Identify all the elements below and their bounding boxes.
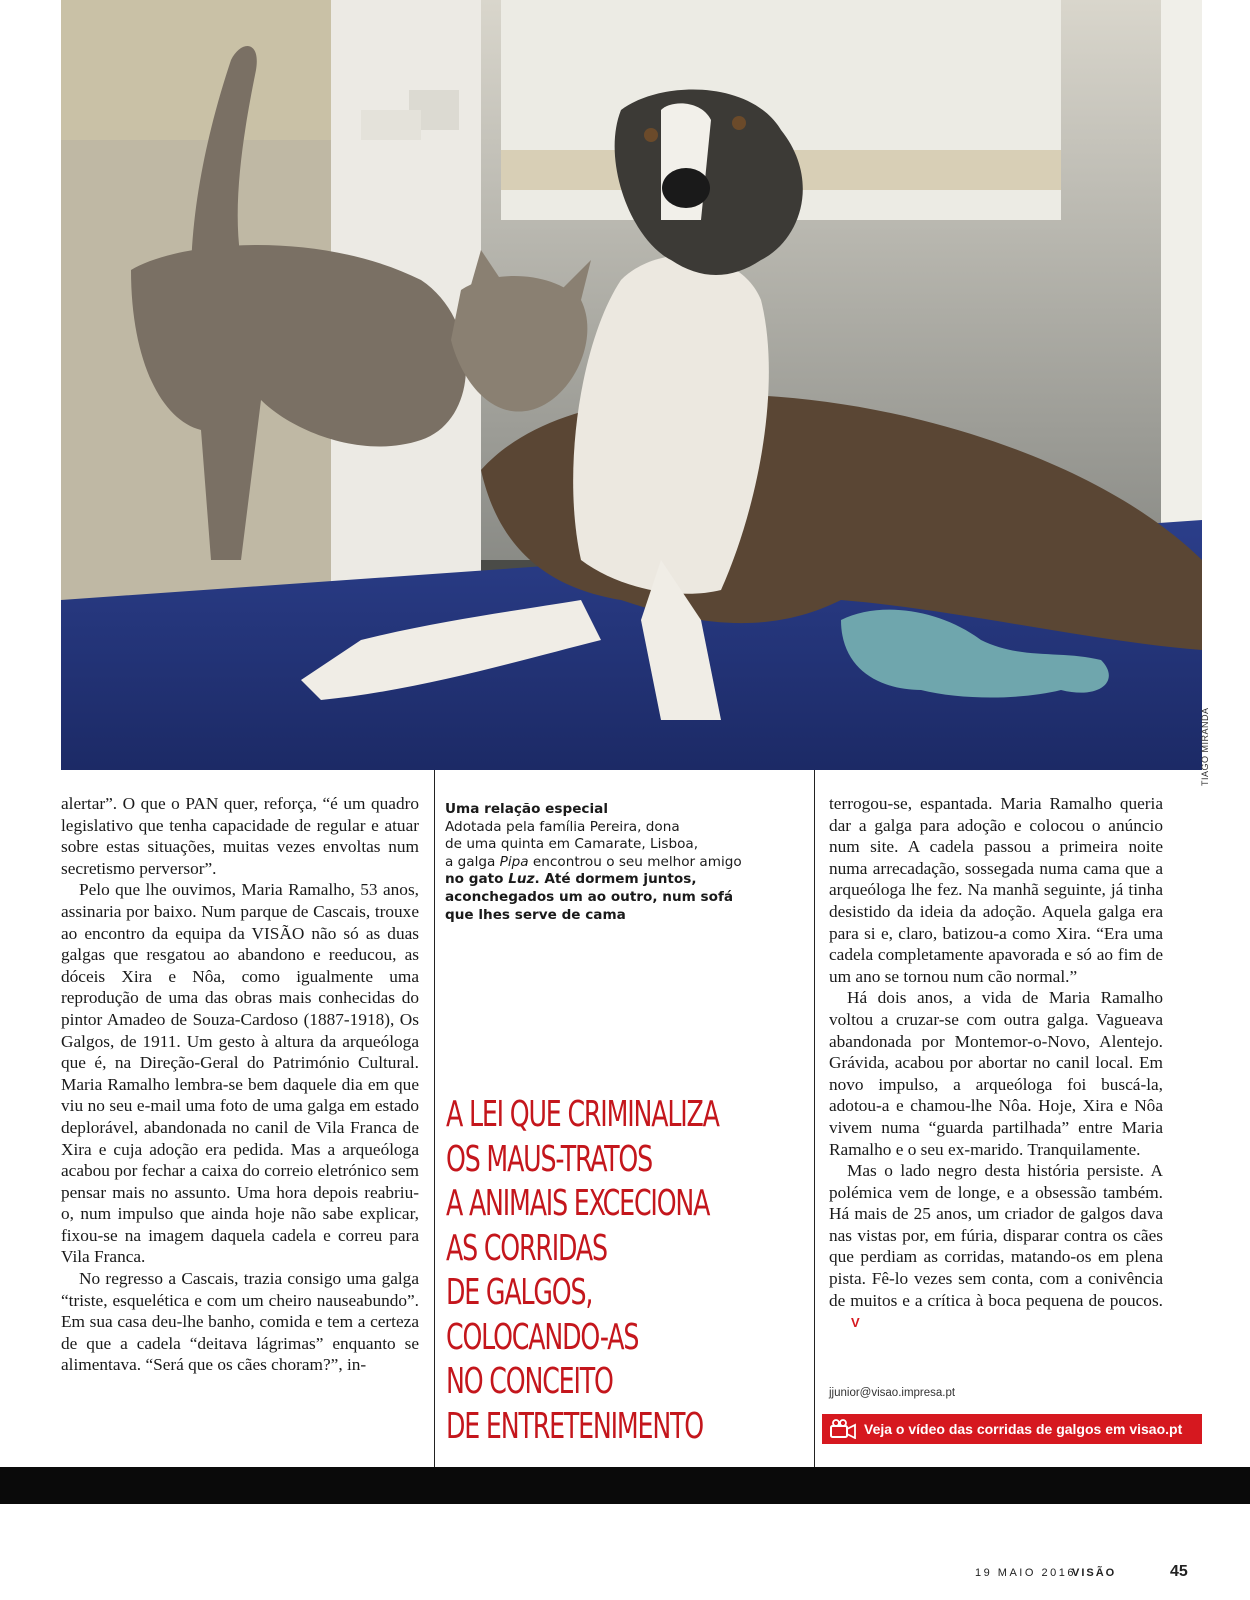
issue-date: 19 MAIO 2016 bbox=[975, 1567, 1076, 1579]
left-paragraph-1: alertar”. O que o PAN quer, reforça, “é um quadro legislativo que tenha capacidade de regular e atuar sobre estas situações, muitas vezes envoltas num secretismo perversor”. bbox=[61, 794, 419, 878]
photo-caption bbox=[445, 801, 795, 924]
page-bottom-bar bbox=[0, 1467, 1250, 1504]
page-number: 45 bbox=[1170, 1563, 1188, 1580]
pull-quote bbox=[446, 1093, 797, 1449]
end-mark-logo: V bbox=[851, 1315, 860, 1331]
right-text-column bbox=[829, 793, 1163, 1334]
magazine-name: VISÃO bbox=[1072, 1567, 1117, 1579]
pull-quote-line: NO CONCEITO bbox=[446, 1361, 613, 1402]
caption-text: . Até dormem juntos, bbox=[534, 871, 697, 888]
right-paragraph-3 bbox=[829, 1160, 1163, 1334]
right-paragraph-2: Há dois anos, a vida de Maria Ramalho voltou a cruzar-se com outra galga. Vagueava abandonada por Montemor-o-Novo, Alentejo. Grávida, acabou por abortar no canil local. Em novo impulso, a arqueóloga foi buscá-la, adotou-a e chamou-lhe Nôa. Hoje, Xira e Nôa vivem numa “guarda partilhada” entre Maria Ramalho e o seu ex-marido. Tranquilamente. bbox=[829, 988, 1163, 1159]
caption-line: de uma quinta em Camarate, Lisboa, bbox=[445, 836, 699, 853]
left-paragraph-2: Pelo que lhe ouvimos, Maria Ramalho, 53 anos, assinaria por baixo. Num parque de Cascais, trouxe ao encontro da equipa da VISÃO não só as duas galgas que resgatou ao abandono e reeducou, as dóceis Xira e Nôa, como igualmente uma reprodução de uma das obras mais conhecidas do pintor Amadeo de Souza-Cardoso (1887-1918), Os Galgos, de 1911. Um gesto à altura da arqueóloga que é, na Direção-Geral do Património Cultural. Maria Ramalho lembra-se bem daquele dia em que viu no seu e-mail uma foto de uma galga em estado deplorável, abandonada no canil de Vila Franca de Xira e cuja adoção era pedida. Mas a arqueóloga acabou por fechar a caixa do correio eletrónico sem pensar mais no assunto. Uma hora depois reabriu-o, num impulso que ainda hoje não sabe explicar, fixou-se na imagem daquela cadela e correu para Vila Franca. bbox=[61, 880, 419, 1267]
caption-line bbox=[445, 871, 795, 889]
caption-dog-name: Pipa bbox=[499, 853, 529, 870]
caption-text: no gato bbox=[445, 871, 509, 888]
feature-photo bbox=[61, 0, 1202, 770]
pull-quote-line: A LEI QUE CRIMINALIZA bbox=[446, 1094, 719, 1135]
right-paragraph-1: terrogou-se, espantada. Maria Ramalho queria dar a galga para adoção e colocou o anúncio num site. A cadela passou a primeira noite numa arrecadação, sossegada numa cama que a arqueóloga lhe fez. Na manhã seguinte, já tinha desistido da ideia da adoção. Aquela galga era para si e, claro, batizou-a como Xira. “Era uma cadela completamente apavorada e só ao fim de um ano se tornou num cão normal.” bbox=[829, 794, 1163, 986]
left-text-column bbox=[61, 793, 419, 1376]
caption-line: que lhes serve de cama bbox=[445, 906, 626, 923]
pull-quote-line: COLOCANDO-AS bbox=[446, 1316, 639, 1358]
caption-line: aconchegados um ao outro, num sofá bbox=[445, 888, 734, 905]
column-divider-left bbox=[434, 770, 435, 1468]
pull-quote-line: AS CORRIDAS bbox=[446, 1227, 607, 1269]
caption-text: encontrou o seu melhor amigo bbox=[528, 853, 742, 870]
caption-text: a galga bbox=[445, 853, 500, 870]
pull-quote-line: OS MAUS-TRATOS bbox=[446, 1138, 653, 1180]
author-email[interactable]: jjunior@visao.impresa.pt bbox=[829, 1387, 956, 1399]
photo-credit: TIAGO MIRANDA bbox=[1200, 707, 1210, 786]
left-paragraph-3: No regresso a Cascais, trazia consigo uma galga “triste, esquelética e com um cheiro nauseabundo”. Em sua casa deu-lhe banho, comida e tem a certeza de que a cadela “deitava lágrimas” enquanto se alimentava. “Será que os cães choram?”, in- bbox=[61, 1269, 419, 1375]
dog-and-cat-photo bbox=[61, 0, 1202, 770]
pull-quote-line: A ANIMAIS EXCECIONA bbox=[446, 1183, 710, 1224]
pull-quote-line: DE ENTRETENIMENTO bbox=[446, 1405, 704, 1447]
pull-quote-line: DE GALGOS, bbox=[446, 1272, 593, 1313]
video-camera-icon bbox=[830, 1419, 856, 1439]
video-promo-banner[interactable] bbox=[822, 1414, 1202, 1444]
caption-line: Adotada pela família Pereira, dona bbox=[445, 818, 680, 835]
video-promo-label[interactable]: Veja o vídeo das corridas de galgos em visao.pt bbox=[864, 1421, 1183, 1437]
right-paragraph-3-text: Mas o lado negro desta história persiste. A polémica vem de longe, e a obsessão também. Há mais de 25 anos, um criador de galgos dava nas vistas por, em fúria, disparar contra os cães que perdiam as corridas, matando-os em plena pista. Fê-lo vezes sem conta, com a conivência de muitos e a crítica à boca pequena de poucos. bbox=[829, 1161, 1163, 1310]
caption-line bbox=[445, 854, 795, 872]
column-divider-right bbox=[814, 770, 815, 1468]
caption-cat-name: Luz bbox=[508, 871, 535, 888]
caption-title: Uma relação especial bbox=[445, 801, 608, 817]
